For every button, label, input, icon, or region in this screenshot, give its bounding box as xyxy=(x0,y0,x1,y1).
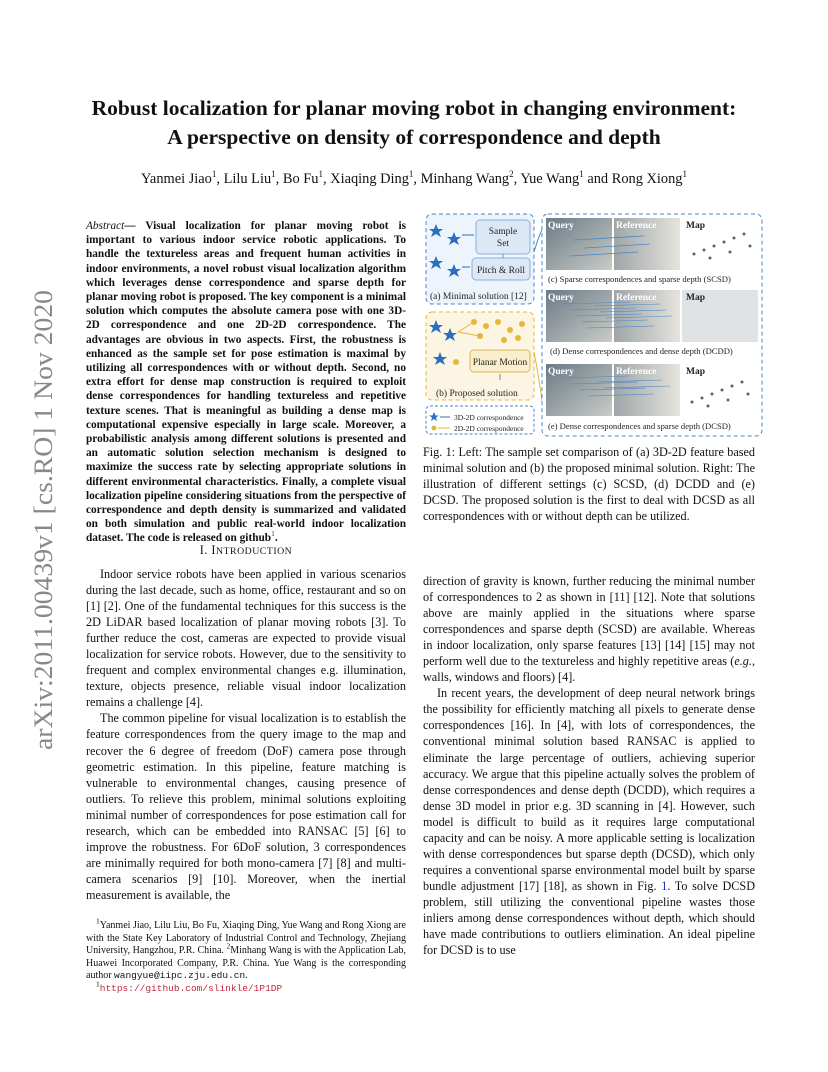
abstract-footnote-link[interactable]: 1 xyxy=(271,529,275,539)
footnote-text: Yanmei Jiao, Lilu Liu, Bo Fu, Xiaqing Ding, Yue Wang and Rong Xiong are with the State Key Laboratory of Industrial Control and Technology, Zhejiang University, Hangzhou, P.R. China. xyxy=(86,920,406,957)
pitch-roll-label: Pitch & Roll xyxy=(476,266,526,276)
abstract-lead: Abstract xyxy=(86,220,125,232)
footnotes xyxy=(86,916,406,996)
paragraph: Indoor service robots have been applied in various scenarios during the last decade, such as home, office, restaurant and so on [1] [2]. One of the fundamental techniques for this success is the 2D LiDAR based localization of planar moving robots [3]. To further reduce the cost, cameras are expected to provide visual localization for service robots. However, due to the sensitivity to frequent and complex environmental changes e.g. illumination, texture, objects presence, reliable visual indoor localization remains a challenge [4]. xyxy=(86,567,406,710)
paragraph-text: direction of gravity is known, further reducing the minimal number of correspondences to 2 as shown in [11] [12]. Note that solutions above are mainly applied in the situations where sparse correspondences and sparse depth (SCSD) are available. Whereas in indoor localization, only sparse features [13] [14] [15] may not perform well due to the textureless and highly repetitive areas ( xyxy=(423,574,755,669)
caption-b: (b) Proposed solution xyxy=(436,389,518,399)
set-label: Set xyxy=(496,239,510,249)
paper-title xyxy=(60,94,768,152)
query-label: Query xyxy=(548,221,574,231)
section-number: I. xyxy=(199,543,212,557)
figure-reference-link[interactable]: 1 xyxy=(661,878,668,893)
planar-motion-label: Planar Motion xyxy=(472,358,528,368)
left-column-body xyxy=(86,566,406,903)
author-affiliation-mark: 2 xyxy=(509,169,514,180)
right-column-body xyxy=(423,573,755,958)
query-label: Query xyxy=(548,293,574,303)
abstract-dash: — xyxy=(124,220,146,232)
title-line-2: A perspective on density of correspondence and depth xyxy=(167,125,661,149)
map-label: Map xyxy=(686,367,705,377)
paragraph-text: In recent years, the development of deep neural network brings the possibility for efficiently matching all pixels to generate dense correspondences [16]. In [4], with lots of correspondences, the conventional minimal solution based RANSAC is applied to eliminate the large percentage of outliers, achieving superior accuracy. We argue that this pipeline actually solves the problem of dense correspondences and dense depth (DCDD), which requires a dense 3D model in prior e.g. 3D scanning in [4]. However, such model is difficult to build as it requires large computational capacity and can be noisy. A more applicable setting is localization with dense correspondences but sparse depth (DCSD), which only requires a conventional sparse environmental model built by sparse bundle adjustment [17] [18], as shown in Fig. xyxy=(423,686,755,893)
footnote-mark: 1 xyxy=(96,916,100,926)
author-separator: , xyxy=(413,171,421,187)
abstract-text: Visual localization for planar moving robot is important to various indoor service robotic applications. To handle the textureless areas and frequent human activities in indoor environments, a novel robust visual localization algorithm which leverages dense correspondence and sparse depth for planar moving robot is proposed. The key component is a minimal solution which computes the absolute camera pose with one 3D-2D correspondence and one 2D-2D correspondence. The advantages are obvious in two aspects. First, the robustness is enhanced as the sample set for pose estimation is maximal by utilizing all correspondences with or without depth. Second, no extra effort for dense map construction is required to exploit dense correspondences for handling textureless and repetitive texture scenes. That is meaningful as building a dense map is computational expensive especially in large scale. Moreover, a probabilistic analysis among different solutions is presented and an automatic solution selection mechanism is designed to maximize the success rate by selecting appropriate solutions in different environmental characteristics. Finally, a complete visual localization pipeline considering situations from the perspective of correspondence and depth density is summarized and validated on both simulation and public real-world indoor localization dataset. The code is released on github xyxy=(86,220,406,545)
author-separator: , xyxy=(322,171,331,187)
footnote-text-2: Minhang Wang is with the Application Lab, Huawei Incorporated Company, P.R. China. Yue Wang is the corresponding author xyxy=(86,945,406,982)
map-label: Map xyxy=(686,293,705,303)
author-separator: , xyxy=(216,171,224,187)
author-name: Bo Fu xyxy=(282,171,319,187)
dcsd-row xyxy=(546,364,758,431)
caption-a: (a) Minimal solution [12] xyxy=(430,292,527,302)
caption-d: (d) Dense correspondences and dense depth (DCDD) xyxy=(550,346,733,356)
sample-label: Sample xyxy=(488,227,518,237)
caption-e: (e) Dense correspondences and sparse depth (DCSD) xyxy=(548,421,731,431)
legend-3d2d: 3D-2D correspondence xyxy=(454,413,524,422)
dot-icon xyxy=(453,359,459,365)
footnote-affiliations xyxy=(86,916,406,983)
figure-1-svg xyxy=(424,212,764,438)
section-title-cap: I xyxy=(211,543,216,557)
abstract xyxy=(86,219,406,546)
author-separator: and xyxy=(583,171,612,187)
author-name: Yanmei Jiao xyxy=(140,171,212,187)
author-affiliation-mark: 1 xyxy=(408,169,414,180)
footnote-end: . xyxy=(245,970,248,982)
author-separator: , xyxy=(275,171,283,187)
reference-label: Reference xyxy=(616,367,657,377)
paragraph-text: . To solve DCSD problem, still utilizing the conventional pipeline wastes those inliers among dense correspondences without depth, which should have made contributions to outliers elimination. An ideal pipeline for DCSD is to use xyxy=(423,878,755,958)
corresponding-email: wangyue@iipc.zju.edu.cn xyxy=(114,970,246,982)
reference-label: Reference xyxy=(616,221,657,231)
title-line-1: Robust localization for planar moving robot in changing environment: xyxy=(91,96,737,120)
author-name: Minhang Wang xyxy=(420,171,510,187)
footnote-url-mark: 1 xyxy=(96,979,100,989)
author-separator: , xyxy=(513,171,521,187)
author-list xyxy=(60,171,768,188)
figure-1 xyxy=(424,212,764,438)
figure-caption: Fig. 1: Left: The sample set comparison of (a) 3D-2D feature based minimal solution and (b) the proposed minimal solution. Right: The illustration of different settings (c) SCSD, (d) DCDD and (e) DCSD. The proposed solution is the first to deal with DCSD as all correspondences with or without depth can be utilized. xyxy=(423,445,755,524)
author-affiliation-mark: 1 xyxy=(318,169,323,180)
paragraph xyxy=(423,685,755,958)
author-name: Xiaqing Ding xyxy=(330,171,409,187)
dcdd-row xyxy=(546,290,758,356)
paragraph xyxy=(423,573,755,685)
paragraph-text: e.g. xyxy=(734,654,752,669)
footnote-url-line xyxy=(86,979,406,996)
dot-icon xyxy=(432,426,437,431)
paragraph: The common pipeline for visual localization is to establish the feature correspondences from the query image to the map and recover the 6 degree of freedom (DoF) camera pose through geometric estimation. In this pipeline, feature matching is vulnerable to environmental changes, causing presence of outliers. To relieve this problem, minimal solutions exploiting minimal number of correspondences for pose estimation call for research, which can be embedded into RANSAC [5] [6] to improve the robustness. For 6DoF solution, 3 correspondences are minimally required for both mono-camera [7] [8] and multi-camera scenarios [9] [10]. Moreover, when the inertial measurement is available, the xyxy=(86,711,406,902)
arxiv-stamp xyxy=(14,280,60,760)
paragraph-text: , walls, windows and floors) [4]. xyxy=(423,654,755,685)
github-link[interactable]: https://github.com/slinkle/1P1DP xyxy=(99,982,283,994)
query-label: Query xyxy=(548,367,574,377)
author-name: Yue Wang xyxy=(520,171,580,187)
map-label: Map xyxy=(686,221,705,231)
author-affiliation-mark: 1 xyxy=(271,169,276,180)
section-title-rest: NTRODUCTION xyxy=(215,546,293,557)
arxiv-stamp-text: arXiv:2011.00439v1 [cs.RO] 1 Nov 2020 xyxy=(29,317,58,750)
author-name: Rong Xiong xyxy=(611,171,683,187)
legend-2d2d: 2D-2D correspondence xyxy=(454,424,524,433)
author-name: Lilu Liu xyxy=(223,171,272,187)
author-affiliation-mark: 1 xyxy=(579,169,584,180)
arxiv-stamp-svg xyxy=(14,280,60,760)
caption-c: (c) Sparse correspondences and sparse depth (SCSD) xyxy=(548,274,731,284)
scsd-row xyxy=(546,218,758,284)
author-affiliation-mark: 1 xyxy=(682,169,687,180)
reference-label: Reference xyxy=(616,293,657,303)
section-heading-introduction xyxy=(86,543,406,558)
abstract-end: . xyxy=(274,532,278,545)
author-affiliation-mark: 1 xyxy=(211,169,217,180)
footnote-mark-2: 2 xyxy=(226,941,231,951)
